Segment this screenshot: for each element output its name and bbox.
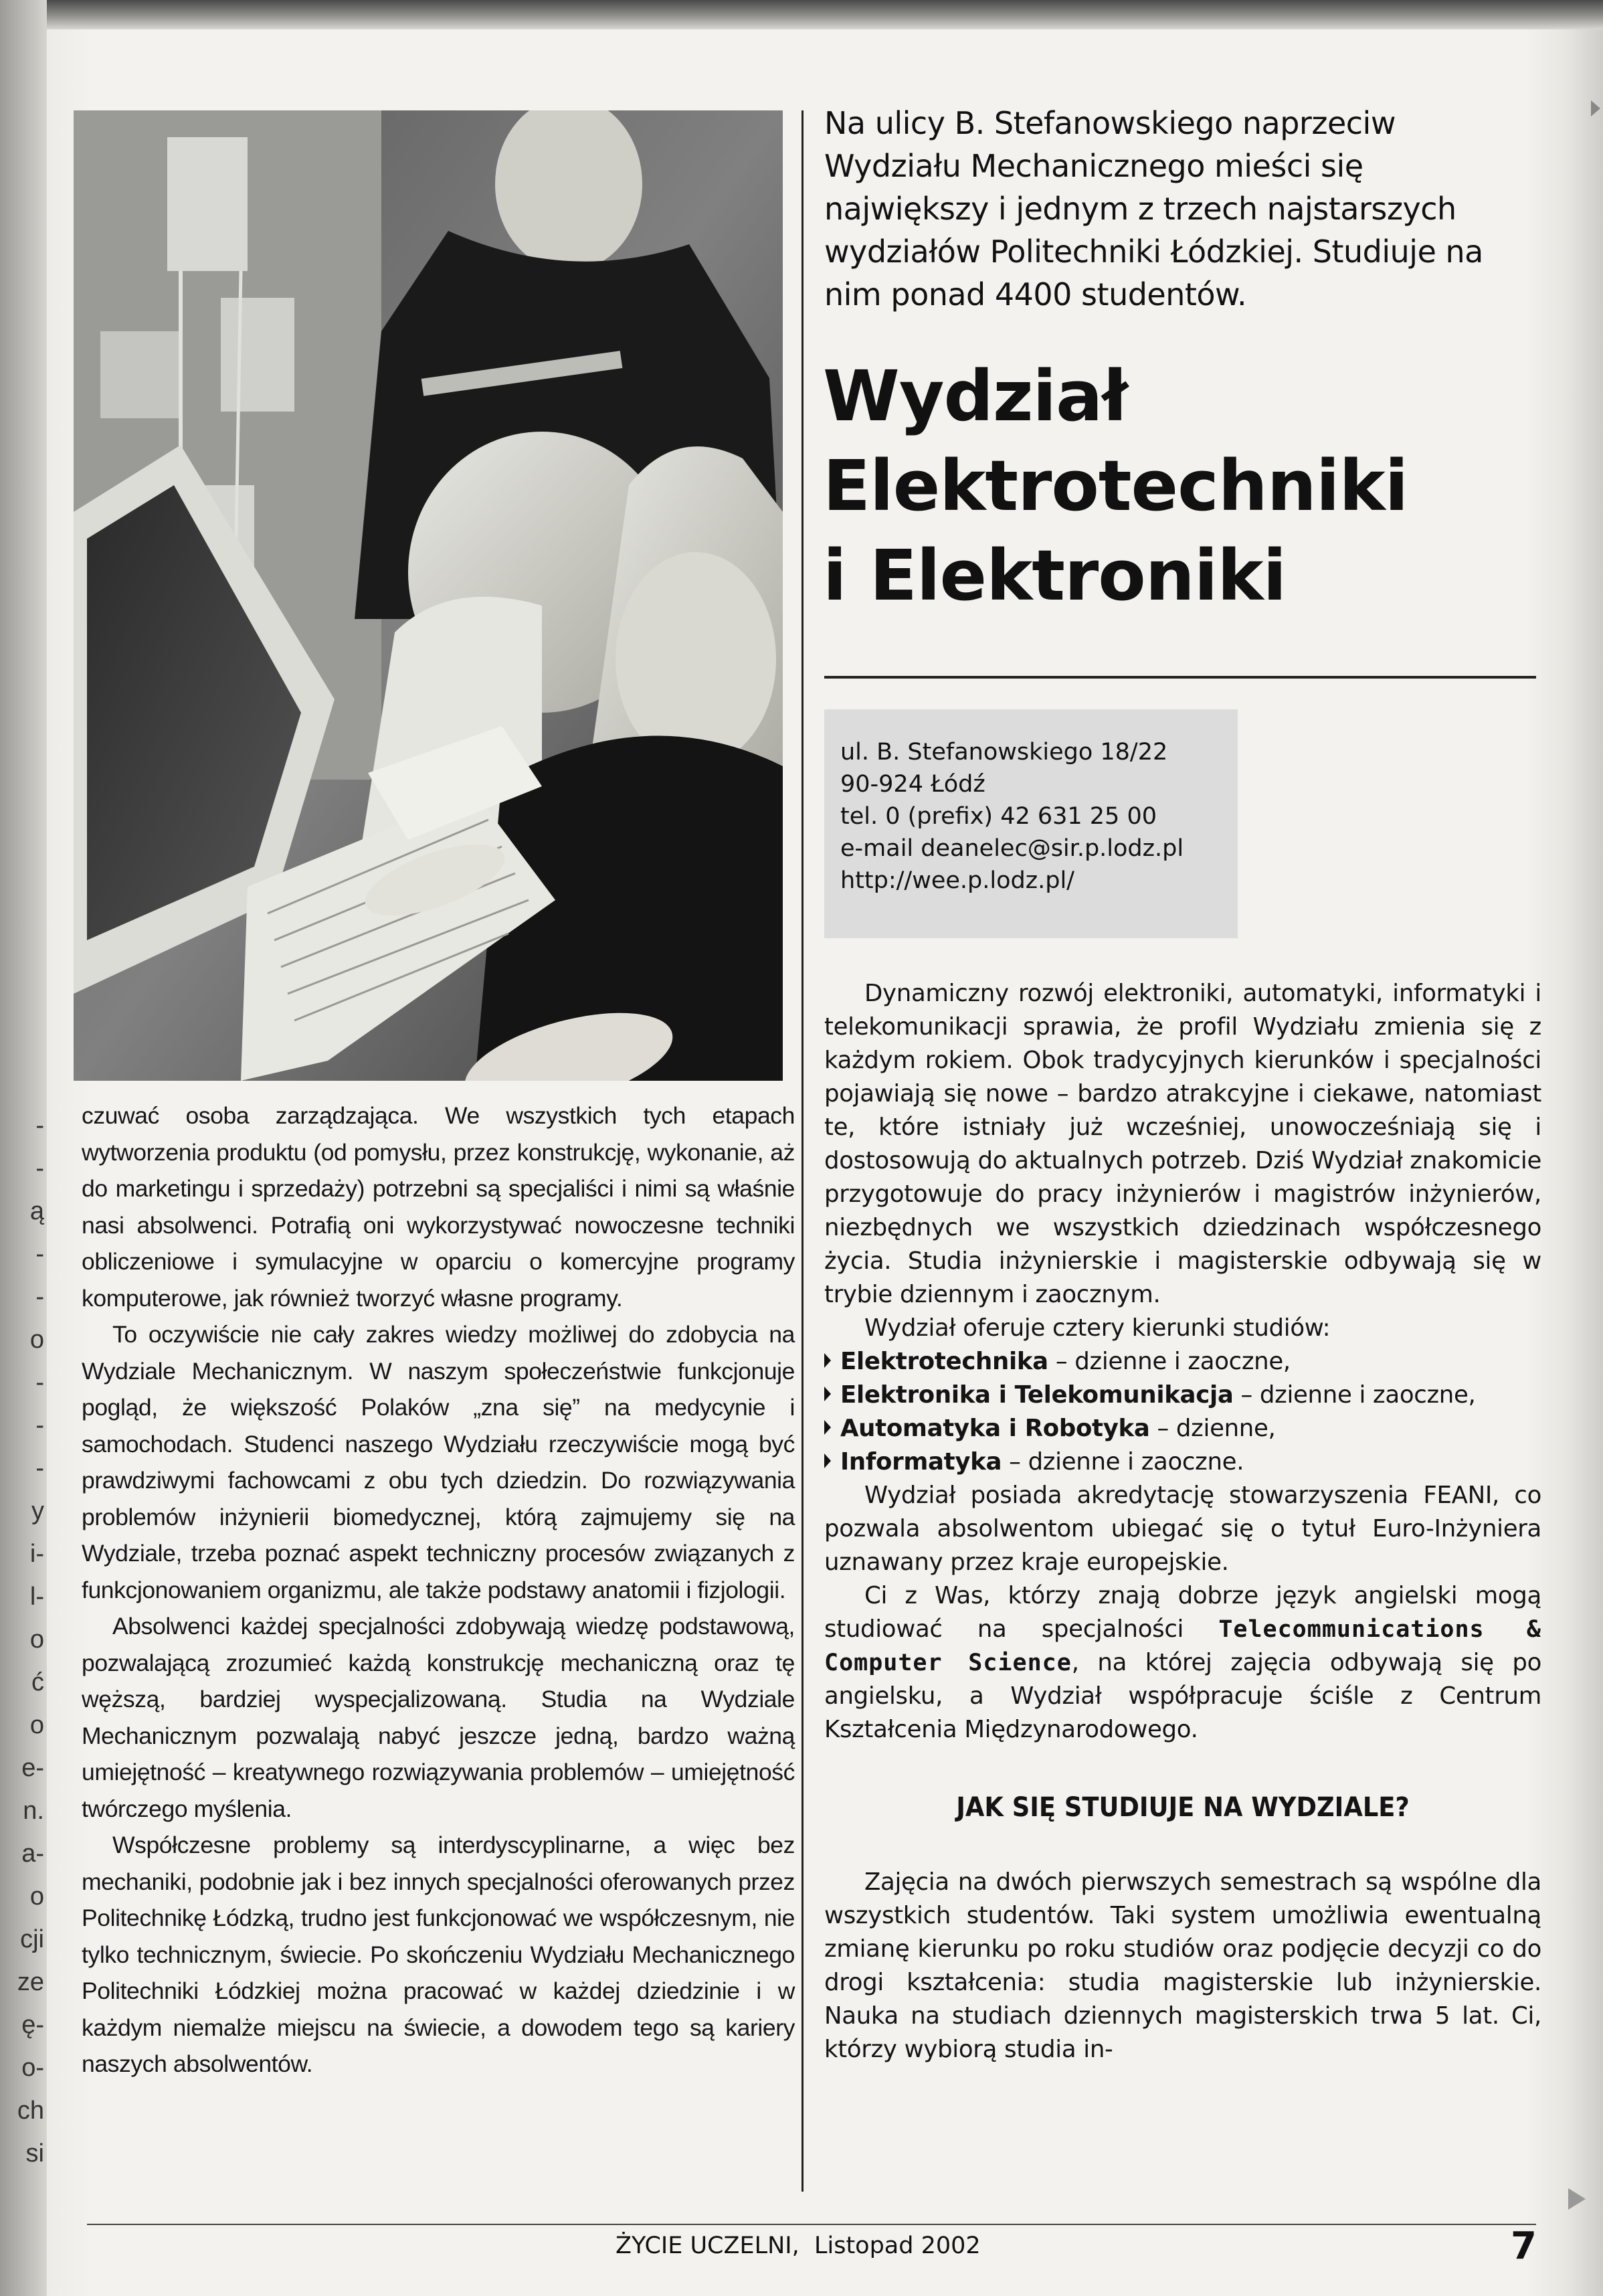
- bleed-fragment: o: [29, 1326, 44, 1354]
- bleed-through-fragments: [4, 1104, 44, 2175]
- footer-rule: [87, 2224, 1536, 2225]
- top-right-arrow-icon: [1591, 100, 1600, 116]
- bleed-fragment: a-: [21, 1840, 44, 1868]
- bleed-fragment: o: [29, 1882, 44, 1911]
- right-paragraph-4: Ci z Was, którzy znają dobrze język angielski mogą studiować na specjalności Telecommunications & Computer Science, na której zajęcia odbywają się po angielsku, a Wydział współpracuje ściśle z Centrum Kształcenia Międzynarodowego.: [824, 1582, 1542, 1743]
- title-line-3: i Elektroniki: [823, 535, 1287, 616]
- bleed-fragment: e-: [21, 1754, 44, 1782]
- bleed-fragment: o-: [21, 2054, 44, 2082]
- page-number: 7: [1511, 2224, 1537, 2268]
- bleed-fragment: -: [35, 1454, 44, 1482]
- address-city: 90-924 Łódź: [840, 771, 985, 798]
- bullet-icon: [824, 1453, 831, 1468]
- article-title: [823, 351, 1559, 620]
- intro-lead: [824, 102, 1527, 316]
- bleed-fragment: -: [35, 1283, 44, 1311]
- left-paragraph-1: czuwać osoba zarządzająca. We wszystkich tych etapach wytworzenia produktu (od pomysłu, przez konstrukcję, wykonanie, aż do marketingu i sprzedaży) potrzebni są specjaliści i nimi są właśnie nasi absolwenci. Potrafią oni wykorzystywać nowoczesne techniki obliczeniowe i symulacyjne w oparciu o komercyjne programy komputerowe, jak również tworzyć własne programy.: [82, 1102, 795, 1312]
- program-item: Elektronika i Telekomunikacja – dzienne i zaoczne,: [824, 1379, 1541, 1412]
- left-column-article: [82, 1097, 795, 2083]
- bleed-fragment: n.: [23, 1797, 44, 1825]
- section-heading: JAK SIĘ STUDIUJE NA WYDZIALE?: [956, 1792, 1410, 1823]
- right-paragraph-3: Wydział posiada akredytację stowarzyszenia FEANI, co pozwala absolwentom ubiegać się o tytuł Euro-Inżyniera uznawany przez kraje europejskie.: [824, 1482, 1541, 1576]
- bleed-fragment: si: [25, 2139, 44, 2168]
- bleed-fragment: ze: [17, 1968, 44, 1996]
- bleed-fragment: -: [35, 1154, 44, 1182]
- address-email: e-mail deanelec@sir.p.lodz.pl: [840, 835, 1184, 862]
- programs-list: [824, 1345, 1541, 1479]
- right-paragraph-2: Wydział oferuje cztery kierunki studiów:: [864, 1314, 1331, 1342]
- bleed-fragment: l-: [29, 1583, 44, 1611]
- footer-publication: ŻYCIE UCZELNI,: [616, 2232, 799, 2259]
- bleed-fragment: cji: [20, 1925, 44, 1953]
- continue-arrow-icon: [1568, 2188, 1586, 2210]
- left-paragraph-4: Współczesne problemy są interdyscyplinarne, a więc bez mechaniki, podobnie jak i bez innych specjalności oferowanych przez Politechnikę Łódzką, trudno jest funkcjonować we współczesnym, nie tylko technicznym, świecie. Po skończeniu Wydziału Mechanicznego Politechniki Łódzkiej można pracować w każdej dziedzinie i w każdym niemalże miejscu na świecie, a dowodem tego są kariery naszych absolwentów.: [82, 1832, 795, 2077]
- scan-top-edge: [0, 0, 1603, 29]
- title-line-2: Elektrotechniki: [823, 445, 1408, 527]
- bullet-icon: [824, 1420, 831, 1435]
- left-paragraph-2: To oczywiście nie cały zakres wiedzy możliwej do zdobycia na Wydziale Mechanicznym. W naszym społeczeństwie funkcjonuje pogląd, że większość Polaków „zna się” na medycynie i samochodach. Studenci naszego Wydziału rzeczywiście mogą być prawdziwymi fachowcami z obu tych dziedzin. Do rozwiązywania problemów inżynierii biomedycznej, którą zajmujemy się na Wydziale, trzeba poznać aspekt techniczny procesów związanych z funkcjonowaniem organizmu, ale także podstawy anatomii i fizjologii.: [82, 1321, 795, 1603]
- bleed-fragment: -: [35, 1411, 44, 1439]
- title-rule: [824, 676, 1536, 679]
- address-phone: tel. 0 (prefix) 42 631 25 00: [840, 803, 1157, 830]
- column-divider: [802, 110, 804, 2192]
- students-photo: [74, 110, 783, 1081]
- bleed-fragment: i-: [29, 1540, 44, 1568]
- bleed-fragment: -: [35, 1112, 44, 1140]
- bleed-fragment: ch: [17, 2097, 44, 2125]
- left-paragraph-3: Absolwenci każdej specjalności zdobywają wiedzę podstawową, pozwalającą zrozumieć każdą konstrukcję mechaniczną oraz tę węższą, bardziej wyspecjalizowaną. Studia na Wydziale Mechanicznym pozwalają nabyć jeszcze jedną, bardzo ważną umiejętność – kreatywnego rozwiązywania problemów – umiejętność twórczego myślenia.: [82, 1613, 795, 1822]
- bleed-fragment: y: [31, 1497, 44, 1525]
- footer-date: Listopad 2002: [814, 2232, 981, 2259]
- title-line-1: Wydział: [823, 355, 1127, 437]
- address-url: http://wee.p.lodz.pl/: [840, 867, 1074, 894]
- bleed-fragment: ą: [29, 1197, 44, 1225]
- footer: [616, 2232, 1218, 2259]
- right-paragraph-5: Zajęcia na dwóch pierwszych semestrach są wspólne dla wszystkich studentów. Taki system umożliwia ewentualną zmianę kierunku po roku studiów oraz podjęcie decyzji co do drogi kształcenia: studia magisterskie lub inżynierskie. Nauka na studiach dziennych magisterskich trwa 5 lat. Ci, którzy wybiorą studia in-: [824, 1868, 1541, 2063]
- program-item: Elektrotechnika – dzienne i zaoczne,: [824, 1345, 1541, 1379]
- specialty-name: Telecommunications & Computer Science: [824, 1616, 1542, 1676]
- bleed-fragment: -: [35, 1240, 44, 1268]
- intro-text: Na ulicy B. Stefanowskiego naprzeciw Wydziału Mechanicznego mieści się największy i jednym z trzech najstarszych wydziałów Politechniki Łódzkiej. Studiuje na nim ponad 4400 studentów.: [824, 105, 1483, 313]
- right-column-article: [824, 977, 1541, 2066]
- bleed-fragment: o: [29, 1625, 44, 1654]
- address-box: [824, 709, 1238, 938]
- bleed-fragment: o: [29, 1711, 44, 1739]
- bleed-fragment: ć: [31, 1668, 44, 1696]
- bullet-icon: [824, 1387, 831, 1401]
- program-item: Automatyka i Robotyka – dzienne,: [824, 1412, 1541, 1445]
- photo-illustration: [74, 110, 783, 1081]
- bullet-icon: [824, 1353, 831, 1368]
- address-street: ul. B. Stefanowskiego 18/22: [840, 739, 1168, 766]
- right-paragraph-1: Dynamiczny rozwój elektroniki, automatyki, informatyki i telekomunikacji sprawia, że profil Wydziału zmienia się z każdym rokiem. Obok tradycyjnych kierunków i specjalności pojawiają się nowe – bardzo atrakcyjne i ciekawe, natomiast te, które istniały już wcześniej, unowocześniają się i dostosowują do aktualnych potrzeb. Dziś Wydział znakomicie przygotowuje do pracy inżynierów i magistrów inżynierów, niezbędnych we wszystkich dziedzinach współczesnego życia. Studia inżynierskie i magisterskie odbywają się w trybie dziennym i zaocznym.: [824, 980, 1541, 1308]
- bleed-fragment: ę-: [21, 2011, 44, 2039]
- bleed-fragment: -: [35, 1368, 44, 1397]
- program-item: Informatyka – dzienne i zaoczne.: [824, 1445, 1541, 1479]
